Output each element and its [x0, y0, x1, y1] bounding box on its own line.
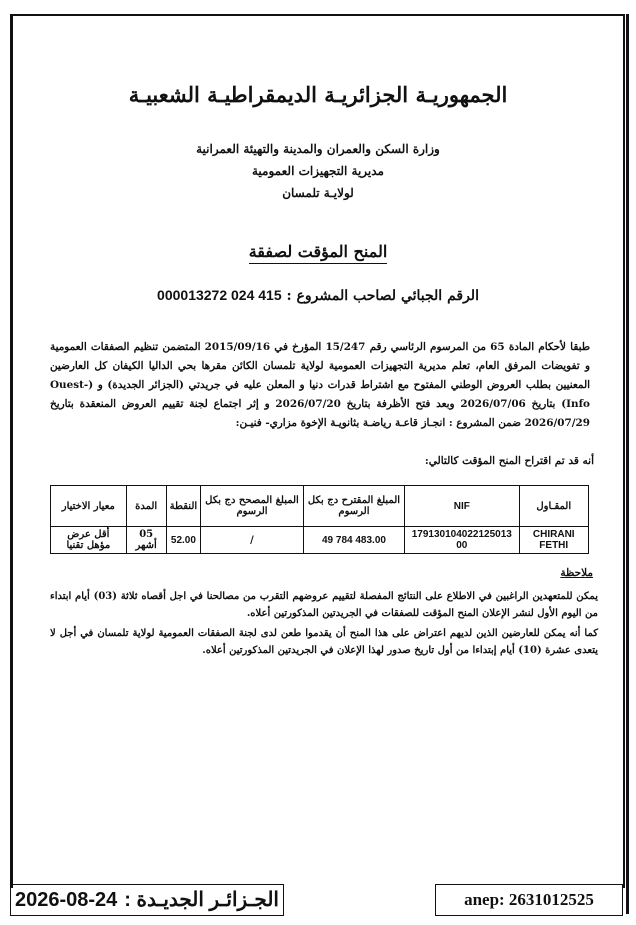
col-corrected-amount: المبلغ المصحح دج بكل الرسوم [201, 486, 304, 527]
issuer-block [0, 138, 636, 204]
cell-criterion: أقل عرض مؤهل تقنيا [51, 527, 127, 554]
ministry-name: وزارة السكن والعمران والمدينة والتهيئة العمرانية [196, 142, 440, 156]
newspaper-footer [10, 884, 284, 916]
note-item: يمكن للمتعهدين الراغبين في الاطلاع على النتائج المفصلة لتقييم عروضهم التقرب من مصالحنا في اجل أقصاه ثلاثة (03) أيام ابتداء من اليوم الأول لنشر الإعلان المنح المؤقت للصفقات في الجريدتين المذكورتين أعلاه. [50, 591, 598, 619]
col-duration: المدة [126, 486, 166, 527]
cell-contractor: CHIRANI FETHI [519, 527, 589, 554]
col-score: النقطة [166, 486, 200, 527]
note-item: كما أنه يمكن للعارضين الذين لديهم اعتراض على هذا المنح أن يقدموا طعن لدى لجنة الصفقات العمومية لولاية تلمسان في أجل لا يتعدى عشرة (10) أيام إبتداءا من أول تاريخ صدور لهذا الإعلان في الجريدتين المذكورتين أعلاه. [50, 628, 598, 656]
award-table [50, 485, 589, 554]
cell-score: 52.00 [166, 527, 200, 554]
cell-nif: 179130104022125013​00 [405, 527, 519, 554]
notice-title [0, 242, 636, 261]
anep-reference: anep: 2631012525 [435, 884, 623, 916]
col-contractor: المقـاول [519, 486, 589, 527]
wilaya-name: لولايـة تلمسان [282, 186, 354, 200]
table-header-row [51, 486, 589, 527]
table-row [51, 527, 589, 554]
col-nif: NIF [405, 486, 519, 527]
tax-id-line [0, 287, 636, 304]
notice-title-text: المنح المؤقت لصفقة [249, 242, 388, 264]
directorate-name: مديرية التجهيزات العمومية [252, 164, 384, 178]
newspaper-name: الجـزائـر الجديـدة : [124, 889, 279, 911]
notes-block [50, 588, 598, 662]
cell-duration: 05 أشهر [126, 527, 166, 554]
note-title: ملاحظة [560, 567, 593, 579]
tax-id-label: الرقم الجبائي لصاحب المشروع : [286, 288, 479, 304]
col-criterion: معيار الاختيار [51, 486, 127, 527]
cell-proposed-amount: 49 784 483.00 [303, 527, 404, 554]
cell-corrected-amount: / [201, 527, 304, 554]
tax-id-value: 415 024 000013272 [157, 287, 282, 303]
award-intro: أنه قد تم اقتراح المنح المؤقت كالتالي: [424, 455, 594, 467]
notice-body: طبقا لأحكام المادة 65 من المرسوم الرئاسي رقم 15/247 المؤرخ في 2015/09/16 المتضمن تنظيم الصفقات العمومية و تفويضات المرفق العام، تعلم مديرية التجهيزات العمومية لولاية تلمسان الكائن مقرها بحي الداليا الكيفان كل العارضين المعنيين بطلب العروض الوطني المفتوح مع اشتراط قدرات دنيا و المعلن عليه في جريدتي (الجزائر الجديدة) و (Ouest- Info) بتاريخ 2026/07/06 وبعد فتح الأظرفة بتاريخ 2026/07/20 و إثر اجتماع لجنة تقييم العروض المنعقدة بتاريخ 2026/07/29 ضمن المشروع : انجـاز قاعـة رياضـة بثانويـة الإخوة مزاري- فنيـن: [50, 341, 590, 429]
publication-date: 2026-08-24 [15, 889, 118, 911]
republic-heading: الجمهوريـة الجزائريـة الديمقراطيـة الشعبيـة [128, 82, 508, 107]
col-proposed-amount: المبلغ المقترح دج بكل الرسوم [303, 486, 404, 527]
